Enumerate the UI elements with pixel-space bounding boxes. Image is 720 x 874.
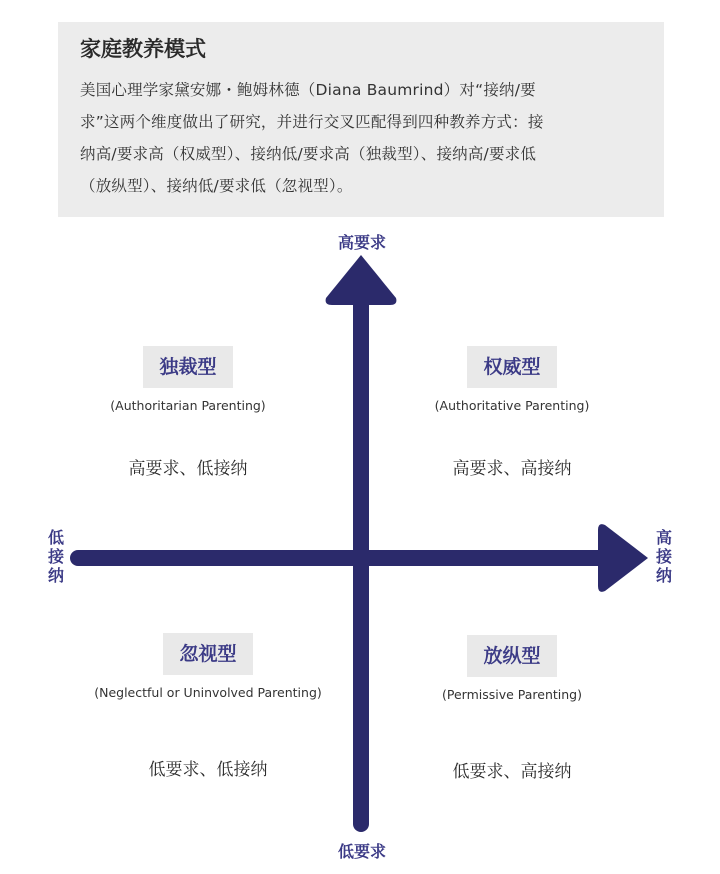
quadrant-description: 高要求、高接纳 [452,459,572,479]
axis-label-low-acceptance [44,528,68,585]
quadrant-authoritative [362,346,662,480]
axis-char: 高 [655,528,672,547]
quadrant-description: 低要求、高接纳 [452,762,572,782]
quadrant-english-name: (Authoritative Parenting) [434,398,590,413]
axis-label-high-acceptance [652,528,676,585]
quadrant-english-name: (Neglectful or Uninvolved Parenting) [94,685,322,700]
quadrant-name: 权威型 [467,346,556,388]
axis-char: 纳 [47,566,64,585]
axis-char: 接 [47,547,64,566]
quadrant-english-name: (Permissive Parenting) [441,687,582,702]
quadrant-authoritarian [38,346,338,480]
quadrant-description: 低要求、低接纳 [148,760,268,780]
intro-line: 美国心理学家黛安娜・鲍姆林德（Diana Baumrind）对“接纳/要 [80,81,536,99]
quadrant-description: 高要求、低接纳 [128,459,248,479]
right-arrowhead-icon [598,524,648,592]
up-arrowhead-icon [326,255,397,305]
quadrant-name: 放纵型 [467,635,556,677]
quadrant-name: 独裁型 [143,346,232,388]
horizontal-axis [70,550,630,566]
quadrant-permissive [362,635,662,783]
intro-line: （放纵型）、接纳低/要求低（忽视型）。 [80,177,353,195]
axis-label-high-demand: 高要求 [337,233,386,252]
axis-label-low-demand: 低要求 [337,842,386,861]
quadrant-name: 忽视型 [163,633,252,675]
quadrant-neglectful [58,633,358,781]
intro-title: 家庭教养模式 [80,37,206,61]
intro-line: 求”这两个维度做出了研究，并进行交叉匹配得到四种教养方式：接 [80,113,544,131]
axis-char: 低 [47,528,64,547]
axis-char: 纳 [655,566,672,585]
axis-char: 接 [655,547,672,566]
intro-line: 纳高/要求高（权威型）、接纳低/要求高（独裁型）、接纳高/要求低 [80,145,537,163]
quadrant-english-name: (Authoritarian Parenting) [110,398,266,413]
